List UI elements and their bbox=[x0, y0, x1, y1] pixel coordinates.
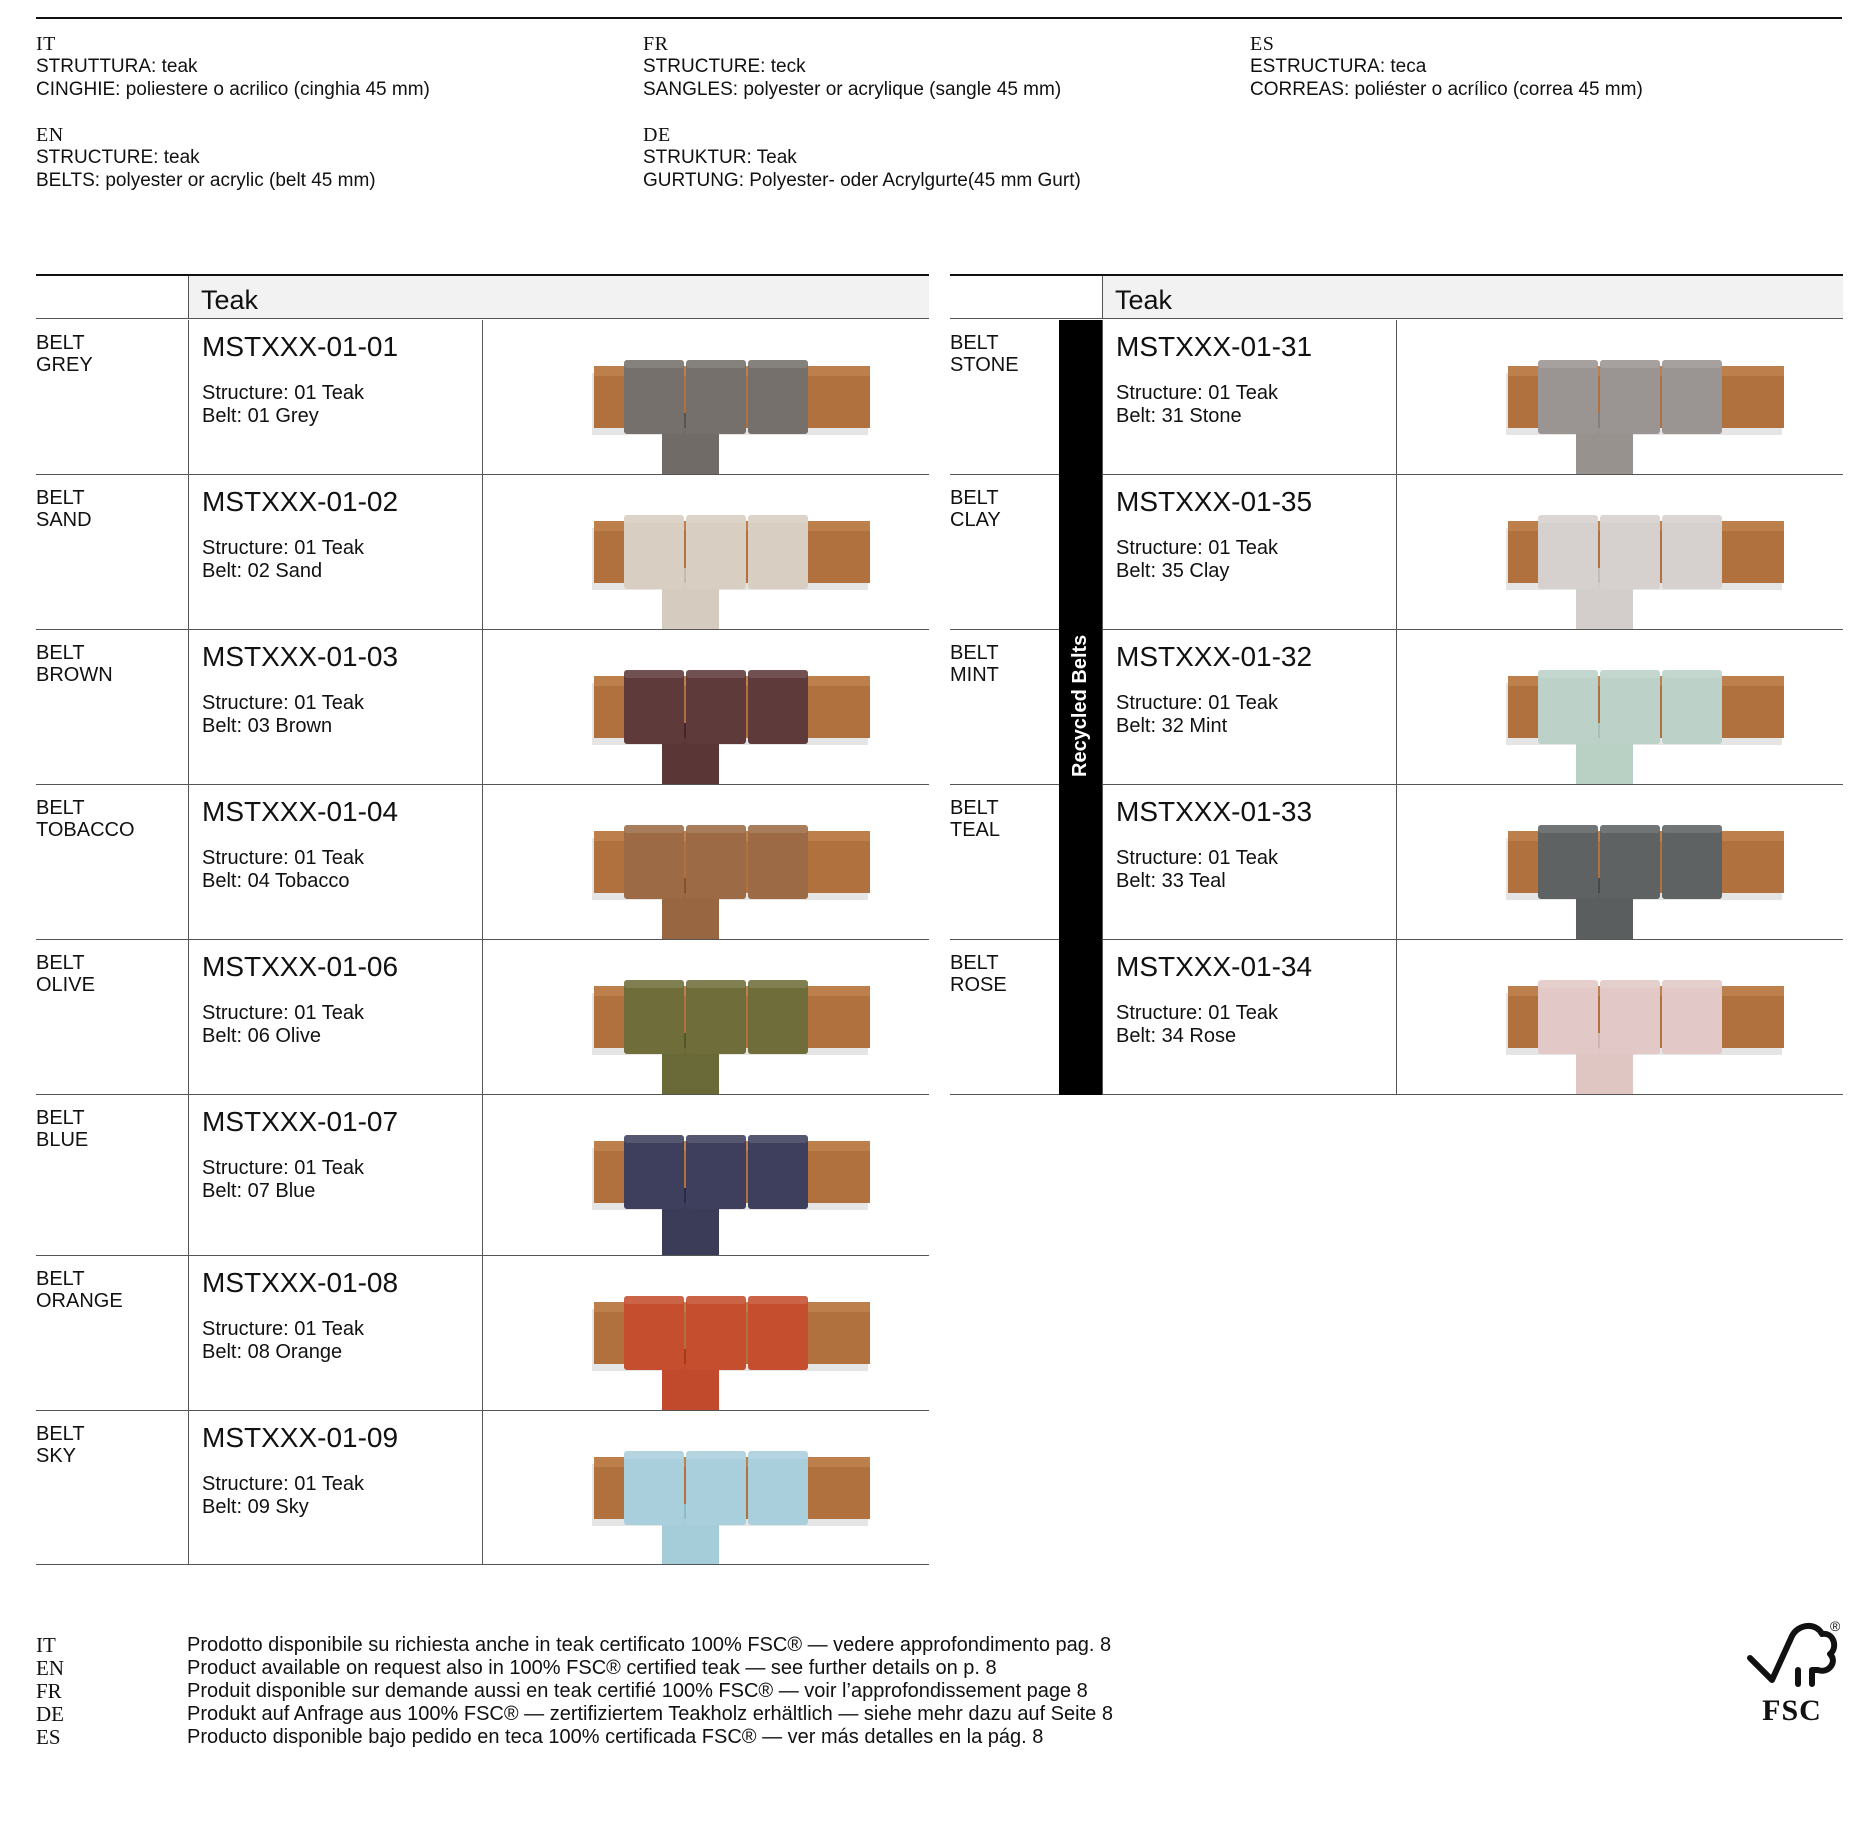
belt-loop bbox=[686, 1451, 746, 1525]
structure-text: STRUCTURE: teck bbox=[643, 56, 806, 77]
header-block-fr bbox=[643, 33, 1203, 101]
belt-loop bbox=[748, 1296, 808, 1370]
product-code: MSTXXX-01-07 bbox=[202, 1106, 399, 1137]
swatch-image-cell bbox=[1396, 630, 1843, 784]
product-code-cell bbox=[188, 1411, 482, 1564]
belt-loop-highlight bbox=[748, 1451, 808, 1459]
top-rule bbox=[36, 17, 1842, 19]
product-spec bbox=[202, 537, 364, 583]
belt-loop bbox=[748, 1451, 808, 1525]
product-spec bbox=[202, 382, 364, 428]
belt-color-label bbox=[950, 642, 999, 686]
footer-note-text: Produkt auf Anfrage aus 100% FSC® — zertifiziertem Teakholz erhältlich — siehe mehr dazu auf Seite 8 bbox=[187, 1703, 1113, 1725]
right-product-table bbox=[950, 274, 1843, 1094]
structure-text: STRUCTURE: teak bbox=[36, 147, 200, 168]
belt-loop-highlight bbox=[1600, 360, 1660, 368]
belt-label-line2: TEAL bbox=[950, 819, 1001, 841]
belt-loop bbox=[748, 1135, 808, 1209]
belt-loop bbox=[1662, 670, 1722, 744]
belt-loop-highlight bbox=[1600, 980, 1660, 988]
belts-text: CINGHIE: poliestere o acrilico (cinghia 45 mm) bbox=[36, 79, 430, 100]
belt-loop bbox=[624, 1135, 684, 1209]
belt-label-line1: BELT bbox=[36, 642, 85, 664]
belt-loop bbox=[748, 515, 808, 589]
belts-text: BELTS: polyester or acrylic (belt 45 mm) bbox=[36, 170, 376, 191]
product-spec bbox=[1116, 692, 1278, 738]
belt-loop-highlight bbox=[1600, 825, 1660, 833]
product-code-cell bbox=[188, 320, 482, 474]
belt-spec: Belt: 32 Mint bbox=[1116, 715, 1228, 737]
belt-label-line2: SKY bbox=[36, 1445, 77, 1467]
fsc-tree-icon bbox=[1742, 1618, 1842, 1698]
belt-label-line2: BROWN bbox=[36, 664, 113, 686]
swatch-image-cell bbox=[482, 630, 929, 784]
belt-loop-highlight bbox=[624, 670, 684, 678]
product-code: MSTXXX-01-02 bbox=[202, 486, 399, 517]
belt-loop bbox=[686, 825, 746, 899]
belt-spec: Belt: 33 Teal bbox=[1116, 870, 1226, 892]
belt-loop-highlight bbox=[624, 980, 684, 988]
belt-loop-highlight bbox=[748, 825, 808, 833]
belt-color-label bbox=[36, 332, 93, 376]
swatch-image-cell bbox=[482, 1095, 929, 1255]
belt-spec: Belt: 31 Stone bbox=[1116, 405, 1242, 427]
belts-text: GURTUNG: Polyester- oder Acrylgurte(45 mm Gurt) bbox=[643, 170, 1081, 191]
belt-swatch-image bbox=[483, 1095, 929, 1255]
belt-loop-highlight bbox=[1662, 360, 1722, 368]
belt-loop bbox=[624, 1451, 684, 1525]
belt-loop bbox=[1600, 515, 1660, 589]
belt-loop-highlight bbox=[1538, 515, 1598, 523]
belt-spec: Belt: 34 Rose bbox=[1116, 1025, 1237, 1047]
belt-label-line2: SAND bbox=[36, 509, 92, 531]
belt-label-line2: STONE bbox=[950, 354, 1019, 376]
belt-label-line2: CLAY bbox=[950, 509, 1001, 531]
belt-loop-highlight bbox=[686, 1135, 746, 1143]
belt-color-label bbox=[36, 952, 95, 996]
swatch-image-cell bbox=[482, 1256, 929, 1410]
product-code: MSTXXX-01-01 bbox=[202, 331, 399, 362]
footer-lang-code: ES bbox=[36, 1725, 61, 1749]
product-code: MSTXXX-01-32 bbox=[1116, 641, 1313, 672]
belt-loop-highlight bbox=[686, 360, 746, 368]
belt-swatch-image bbox=[1397, 475, 1843, 629]
belt-label-line1: BELT bbox=[36, 1107, 85, 1129]
belt-loop-highlight bbox=[1662, 515, 1722, 523]
product-spec bbox=[1116, 382, 1278, 428]
product-code-cell bbox=[188, 1256, 482, 1410]
structure-spec: Structure: 01 Teak bbox=[202, 1157, 364, 1179]
belt-loop bbox=[1600, 360, 1660, 434]
belt-spec: Belt: 08 Orange bbox=[202, 1341, 343, 1363]
structure-spec: Structure: 01 Teak bbox=[1116, 1002, 1278, 1024]
belt-spec: Belt: 07 Blue bbox=[202, 1180, 316, 1202]
product-spec bbox=[202, 1002, 364, 1048]
product-code: MSTXXX-01-04 bbox=[202, 796, 399, 827]
belt-color-label bbox=[36, 1268, 123, 1312]
footer-lang-code: FR bbox=[36, 1679, 62, 1703]
belt-tail-fill bbox=[662, 893, 719, 939]
belt-tail-fill bbox=[662, 1519, 719, 1564]
belt-swatch-image bbox=[483, 1256, 929, 1410]
belt-label-line2: ORANGE bbox=[36, 1290, 123, 1312]
belt-tail-fill bbox=[662, 428, 719, 474]
belt-color-label bbox=[950, 952, 1007, 996]
footer-note-text: Prodotto disponibile su richiesta anche in teak certificato 100% FSC® — vedere approfondimento pag. 8 bbox=[187, 1634, 1112, 1656]
belt-label-line1: BELT bbox=[36, 332, 85, 354]
belt-loop bbox=[624, 670, 684, 744]
fsc-logo bbox=[1742, 1618, 1842, 1728]
belt-loop-highlight bbox=[1662, 670, 1722, 678]
belt-spec: Belt: 09 Sky bbox=[202, 1496, 309, 1518]
structure-text: STRUKTUR: Teak bbox=[643, 147, 797, 168]
structure-spec: Structure: 01 Teak bbox=[202, 1002, 364, 1024]
belt-loop-highlight bbox=[624, 360, 684, 368]
belt-loop-highlight bbox=[686, 670, 746, 678]
table-row bbox=[36, 1411, 929, 1565]
belt-label-line2: GREY bbox=[36, 354, 93, 376]
product-code: MSTXXX-01-03 bbox=[202, 641, 399, 672]
table-row bbox=[36, 785, 929, 940]
header-block-en bbox=[36, 124, 596, 192]
structure-spec: Structure: 01 Teak bbox=[202, 1473, 364, 1495]
belt-loop bbox=[686, 515, 746, 589]
belt-loop bbox=[748, 825, 808, 899]
belt-tail-fill bbox=[1576, 738, 1633, 784]
product-code: MSTXXX-01-09 bbox=[202, 1422, 399, 1453]
belt-loop bbox=[1600, 670, 1660, 744]
belt-loop bbox=[686, 1296, 746, 1370]
belt-loop-highlight bbox=[624, 825, 684, 833]
belt-loop-highlight bbox=[1662, 980, 1722, 988]
swatch-image-cell bbox=[482, 785, 929, 939]
table-row bbox=[36, 1095, 929, 1256]
footer-note-de bbox=[36, 1703, 1336, 1726]
belt-spec: Belt: 04 Tobacco bbox=[202, 870, 350, 892]
belt-swatch-image bbox=[483, 785, 929, 939]
belt-loop-highlight bbox=[1538, 670, 1598, 678]
belt-spec: Belt: 06 Olive bbox=[202, 1025, 321, 1047]
belt-label-line1: BELT bbox=[950, 332, 999, 354]
belt-loop-highlight bbox=[624, 1451, 684, 1459]
belt-tail-fill bbox=[662, 1203, 719, 1255]
lang-code: DE bbox=[643, 124, 671, 146]
belt-swatch-image bbox=[1397, 320, 1843, 474]
belts-text: CORREAS: poliéster o acrílico (correa 45 mm) bbox=[1250, 79, 1643, 100]
footer-note-text: Product available on request also in 100% FSC® certified teak — see further details on p. 8 bbox=[187, 1657, 997, 1679]
belt-loop bbox=[748, 980, 808, 1054]
belt-loop bbox=[1538, 360, 1598, 434]
belt-loop-highlight bbox=[1600, 515, 1660, 523]
footer-note-fr bbox=[36, 1680, 1336, 1703]
product-spec bbox=[202, 1157, 364, 1203]
footer-note-text: Producto disponible bajo pedido en teca 100% certificada FSC® — ver más detalles en la pág. 8 bbox=[187, 1726, 1044, 1748]
product-spec bbox=[202, 1473, 364, 1519]
structure-text: ESTRUCTURA: teca bbox=[1250, 56, 1427, 77]
table-header-label: Teak bbox=[1115, 285, 1173, 315]
belt-loop bbox=[1538, 515, 1598, 589]
belt-color-label bbox=[36, 1423, 85, 1467]
belt-loop bbox=[1662, 360, 1722, 434]
belt-loop-highlight bbox=[748, 670, 808, 678]
belt-label-line2: TOBACCO bbox=[36, 819, 135, 841]
belt-swatch-image bbox=[483, 940, 929, 1094]
belt-loop-highlight bbox=[748, 980, 808, 988]
belt-label-line2: ROSE bbox=[950, 974, 1007, 996]
belt-swatch-image bbox=[483, 630, 929, 784]
table-row bbox=[36, 475, 929, 630]
product-spec bbox=[202, 1318, 364, 1364]
product-code-cell bbox=[188, 940, 482, 1094]
belt-loop-highlight bbox=[686, 980, 746, 988]
belt-spec: Belt: 01 Grey bbox=[202, 405, 319, 427]
belt-loop bbox=[686, 670, 746, 744]
swatch-image-cell bbox=[1396, 320, 1843, 474]
belt-loop-highlight bbox=[686, 1296, 746, 1304]
structure-spec: Structure: 01 Teak bbox=[1116, 537, 1278, 559]
belt-loop-highlight bbox=[624, 1135, 684, 1143]
product-spec bbox=[1116, 537, 1278, 583]
table-row bbox=[36, 940, 929, 1095]
swatch-image-cell bbox=[482, 940, 929, 1094]
lang-code: ES bbox=[1250, 33, 1275, 55]
belt-tail-fill bbox=[662, 583, 719, 629]
belt-loop-highlight bbox=[748, 360, 808, 368]
belt-loop bbox=[624, 1296, 684, 1370]
footer-lang-code: DE bbox=[36, 1702, 64, 1726]
belt-tail-fill bbox=[662, 1364, 719, 1410]
belt-spec: Belt: 35 Clay bbox=[1116, 560, 1230, 582]
footer-note-text: Produit disponible sur demande aussi en teak certifié 100% FSC® — voir l’approfondissement page 8 bbox=[187, 1680, 1088, 1702]
belt-loop bbox=[624, 980, 684, 1054]
product-code-cell bbox=[1102, 475, 1396, 629]
belt-color-label bbox=[950, 487, 1001, 531]
belt-swatch-image bbox=[483, 475, 929, 629]
belt-spec: Belt: 02 Sand bbox=[202, 560, 323, 582]
belt-loop bbox=[624, 825, 684, 899]
product-code-cell bbox=[1102, 785, 1396, 939]
fsc-registered-mark: ® bbox=[1830, 1618, 1841, 1634]
product-spec bbox=[1116, 847, 1278, 893]
table-row bbox=[36, 320, 929, 475]
product-spec bbox=[1116, 1002, 1278, 1048]
footer-note-es bbox=[36, 1726, 1336, 1749]
table-header-blank bbox=[950, 276, 1102, 319]
belt-label-line1: BELT bbox=[36, 487, 85, 509]
product-spec bbox=[202, 692, 364, 738]
structure-spec: Structure: 01 Teak bbox=[202, 537, 364, 559]
product-code-cell bbox=[188, 1095, 482, 1255]
swatch-image-cell bbox=[1396, 475, 1843, 629]
product-code-cell bbox=[1102, 320, 1396, 474]
swatch-image-cell bbox=[482, 475, 929, 629]
table-header-blank bbox=[36, 276, 188, 319]
belt-loop bbox=[624, 360, 684, 434]
footer-note-it bbox=[36, 1634, 1336, 1657]
belt-loop bbox=[1538, 670, 1598, 744]
table-row bbox=[36, 630, 929, 785]
belt-label-line1: BELT bbox=[950, 952, 999, 974]
belt-tail-fill bbox=[1576, 893, 1633, 939]
table-header-label: Teak bbox=[201, 285, 259, 315]
belt-loop-highlight bbox=[1662, 825, 1722, 833]
belt-color-label bbox=[36, 642, 113, 686]
belt-spec: Belt: 03 Brown bbox=[202, 715, 333, 737]
structure-spec: Structure: 01 Teak bbox=[1116, 382, 1278, 404]
swatch-image-cell bbox=[1396, 940, 1843, 1094]
fsc-logo-text: FSC bbox=[1762, 1694, 1822, 1727]
belt-loop bbox=[1538, 980, 1598, 1054]
swatch-image-cell bbox=[482, 320, 929, 474]
belt-color-label bbox=[36, 1107, 88, 1151]
belt-loop bbox=[686, 980, 746, 1054]
belt-loop-highlight bbox=[748, 1135, 808, 1143]
belt-label-line2: OLIVE bbox=[36, 974, 95, 996]
belt-color-label bbox=[950, 797, 1000, 841]
product-code-cell bbox=[1102, 630, 1396, 784]
structure-spec: Structure: 01 Teak bbox=[202, 382, 364, 404]
belt-color-label bbox=[950, 332, 1019, 376]
product-code-cell bbox=[188, 785, 482, 939]
table-row bbox=[36, 1256, 929, 1411]
product-code-cell bbox=[188, 630, 482, 784]
belt-tail-fill bbox=[1576, 583, 1633, 629]
belt-label-line1: BELT bbox=[36, 1423, 85, 1445]
belt-loop-highlight bbox=[748, 1296, 808, 1304]
product-code: MSTXXX-01-33 bbox=[1116, 796, 1313, 827]
belt-tail-fill bbox=[662, 738, 719, 784]
belt-swatch-image bbox=[483, 320, 929, 474]
product-code: MSTXXX-01-31 bbox=[1116, 331, 1313, 362]
footer-lang-code: EN bbox=[36, 1656, 64, 1680]
belt-loop bbox=[1600, 825, 1660, 899]
swatch-image-cell bbox=[1396, 785, 1843, 939]
structure-spec: Structure: 01 Teak bbox=[202, 1318, 364, 1340]
header-block-it bbox=[36, 33, 596, 101]
belt-tail-fill bbox=[662, 1048, 719, 1094]
belt-loop-highlight bbox=[624, 515, 684, 523]
table-header bbox=[1102, 276, 1843, 319]
belt-loop-highlight bbox=[1538, 825, 1598, 833]
belt-label-line1: BELT bbox=[950, 797, 999, 819]
product-code: MSTXXX-01-08 bbox=[202, 1267, 399, 1298]
lang-code: IT bbox=[36, 33, 56, 55]
product-code-cell bbox=[188, 475, 482, 629]
belt-loop-highlight bbox=[686, 825, 746, 833]
product-code: MSTXXX-01-34 bbox=[1116, 951, 1313, 982]
belt-label-line2: MINT bbox=[950, 664, 999, 686]
recycled-belts-bar bbox=[1059, 320, 1102, 1095]
belt-loop bbox=[686, 360, 746, 434]
belt-loop-highlight bbox=[1600, 670, 1660, 678]
belt-loop bbox=[748, 670, 808, 744]
structure-text: STRUTTURA: teak bbox=[36, 56, 198, 77]
belt-label-line1: BELT bbox=[950, 642, 999, 664]
belts-text: SANGLES: polyester or acrylique (sangle 45 mm) bbox=[643, 79, 1062, 100]
belt-tail-fill bbox=[1576, 1048, 1633, 1094]
recycled-belts-label: Recycled Belts bbox=[1069, 634, 1091, 777]
belt-label-line1: BELT bbox=[36, 952, 85, 974]
header-block-es bbox=[1250, 33, 1810, 101]
belt-label-line1: BELT bbox=[950, 487, 999, 509]
belt-loop bbox=[1600, 980, 1660, 1054]
belt-loop bbox=[624, 515, 684, 589]
belt-color-label bbox=[36, 797, 135, 841]
belt-loop bbox=[686, 1135, 746, 1209]
belt-loop-highlight bbox=[1538, 360, 1598, 368]
product-code-cell bbox=[1102, 940, 1396, 1094]
belt-loop bbox=[748, 360, 808, 434]
footer-lang-code: IT bbox=[36, 1633, 56, 1657]
product-code: MSTXXX-01-35 bbox=[1116, 486, 1313, 517]
belt-loop bbox=[1662, 825, 1722, 899]
footer-note-en bbox=[36, 1657, 1336, 1680]
table-header bbox=[188, 276, 929, 319]
structure-spec: Structure: 01 Teak bbox=[202, 692, 364, 714]
lang-code: FR bbox=[643, 33, 669, 55]
swatch-image-cell bbox=[482, 1411, 929, 1564]
lang-code: EN bbox=[36, 124, 64, 146]
belt-tail-fill bbox=[1576, 428, 1633, 474]
belt-label-line1: BELT bbox=[36, 797, 85, 819]
belt-swatch-image bbox=[1397, 630, 1843, 784]
header-block-de bbox=[643, 124, 1243, 192]
belt-loop-highlight bbox=[686, 515, 746, 523]
belt-loop-highlight bbox=[748, 515, 808, 523]
belt-color-label bbox=[36, 487, 92, 531]
belt-swatch-image bbox=[1397, 785, 1843, 939]
belt-loop bbox=[1662, 980, 1722, 1054]
belt-loop bbox=[1662, 515, 1722, 589]
belt-swatch-image bbox=[1397, 940, 1843, 1094]
belt-loop bbox=[1538, 825, 1598, 899]
belt-loop-highlight bbox=[1538, 980, 1598, 988]
belt-swatch-image bbox=[483, 1411, 929, 1564]
product-spec bbox=[202, 847, 364, 893]
product-code: MSTXXX-01-06 bbox=[202, 951, 399, 982]
belt-loop-highlight bbox=[686, 1451, 746, 1459]
belt-loop-highlight bbox=[624, 1296, 684, 1304]
left-product-table bbox=[36, 274, 929, 1564]
belt-label-line2: BLUE bbox=[36, 1129, 89, 1151]
structure-spec: Structure: 01 Teak bbox=[1116, 692, 1278, 714]
structure-spec: Structure: 01 Teak bbox=[1116, 847, 1278, 869]
belt-label-line1: BELT bbox=[36, 1268, 85, 1290]
structure-spec: Structure: 01 Teak bbox=[202, 847, 364, 869]
